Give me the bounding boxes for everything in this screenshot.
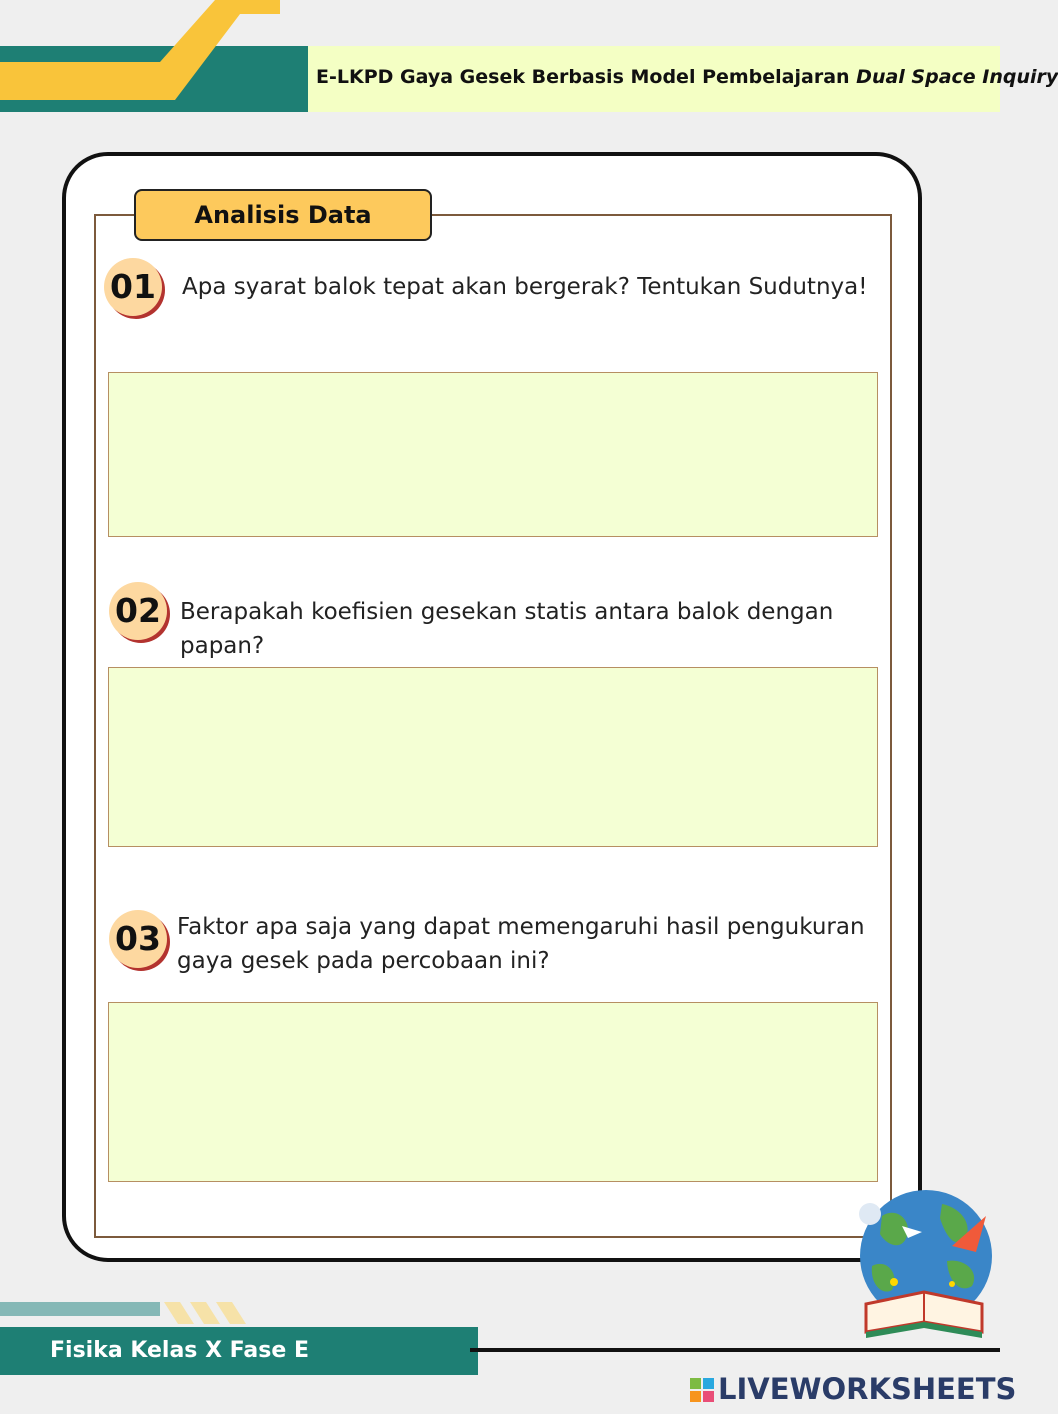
answer-box-3[interactable] [108, 1002, 878, 1182]
liveworksheets-logo-icon [690, 1378, 714, 1402]
footer-stripe [0, 1302, 160, 1316]
globe-book-illustration [852, 1186, 997, 1340]
footer-yellow-dashes [160, 1300, 270, 1326]
question-text-1: Apa syarat balok tepat akan bergerak? Tentukan Sudutnya! [182, 274, 868, 300]
footer-label: Fisika Kelas X Fase E [50, 1338, 309, 1363]
footer-line [470, 1348, 1000, 1352]
liveworksheets-brand-name: LIVEWORKSHEETS [718, 1372, 1017, 1406]
question-number-1: 01 [104, 258, 162, 316]
header-title: E-LKPD Gaya Gesek Berbasis Model Pembelajaran Dual Space Inquiry [316, 66, 1058, 88]
question-number-2: 02 [109, 582, 167, 640]
header-title-italic: Dual Space Inquiry [856, 66, 1058, 88]
answer-box-2[interactable] [108, 667, 878, 847]
section-title: Analisis Data [134, 189, 432, 241]
header-yellow-stripe [0, 0, 320, 112]
question-number-3: 03 [109, 910, 167, 968]
question-text-2: Berapakah koefisien gesekan statis antara balok dengan papan? [180, 599, 834, 659]
answer-box-1[interactable] [108, 372, 878, 537]
question-text-3: Faktor apa saja yang dapat memengaruhi hasil pengukuran gaya gesek pada percobaan ini? [177, 914, 865, 974]
liveworksheets-brand [690, 1372, 1016, 1406]
